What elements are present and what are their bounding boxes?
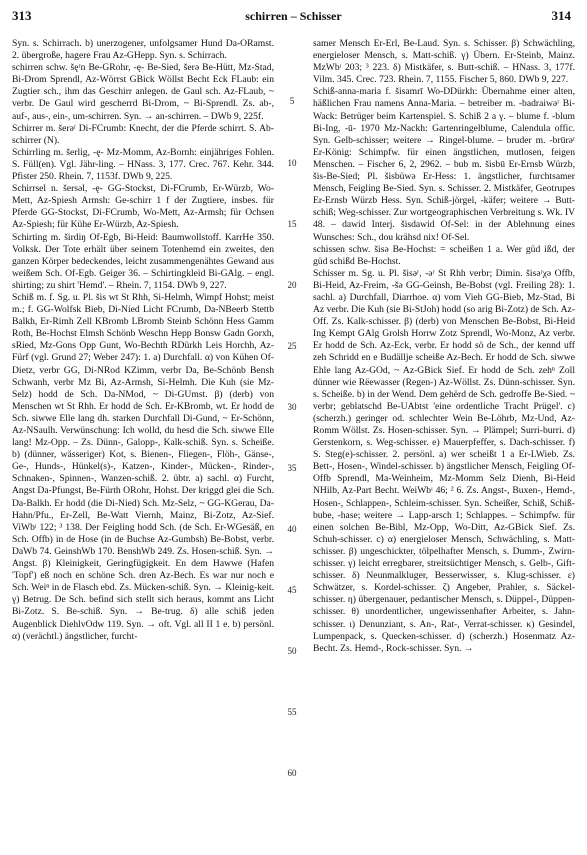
left-column xyxy=(12,38,274,850)
line-number: 10 xyxy=(287,158,297,168)
entry-paragraph: Syn. s. Schirrach. b) unerzogener, unfolgsamer Hund Da-ORamst. 2. übergroße, hagere Frau Az-GHepp. Syn. s. Schirrach. xyxy=(12,38,274,62)
entry-paragraph: Schisser m. Sg. u. Pl. šisəʳ, -əʳ St Rhh verbr; Dimin. šisəʳχə Offb, Bi-Heid, Az-Freim, -šə GG-Geinsh, Be-Bobst (vgl. Freiling 28): 1. sachl. a) Durchfall, Diarrhoe. α) vom Vieh GG-Bieb, Mz-Stad, Bi Az verbr. Die Kuh (sie Bi-StJoh) hodd (so arig Bi-Zotz) de Sch. Az-Off. Zs. Kalk-schisser. β) (derb) von Menschen Be-Bobst, Bi-Heid Ing Kempt GAlg Grolsh Horrw Zotz Sprendl, Wo-Monz, Az verbr. Er hodd de Sch. Az-Eck, verbr. Er hodd sö de Sch., der kennd uff zeh Schridd en e Budällje scheiße Az-Bech. Er hodd de Sch. siwwe Ehle lang Az-GOd, ~ Az-GBick Sief. Er hodd de Sch. zehⁿ Zoll dünner wie Rëewasser (Regen-) Az-Wöllst. Zs. Dünn-schisser. Syn. s. Scheiße. b) in der Wend. Dem gehërd de Sch. gedroffe Be-Sied. ~ verbr; geblatschd Be-UAbtst 'eine ordentliche Tracht Prügel'. c) (scherzh.) geringer od. schlechter Wein Be-Löhrb, Mz-Und, Az-Romm Wöllst. Zs. Hosen-schisser. Syn. → Plämpel; Surri-burri. d) Gerstenkorn, s. Weg-schisser. e) Mauerpfeffer, s. Dach-schisser. f) S. Steg(e)-schisser. 2. persönl. a) wer scheißt 1 a Er-LWieb. Zs. Bett-, Hosen-, Windel-schisser. b) ängstlicher Mensch, Feigling Of-Offb Sprendl, Ma-Weinheim, Mz-Momm Selz Dienh, Bi-Heid NHilb, Az-Part Becht. WeiWbᶦ 46; ² 6. Zs. Angst-, Buxen-, Hemd-, Hosen-, Schlappen-, Schleim-schisser. Syn. Scheißer, Schiß, Schiß-bube, -hase; weitere → Lapp-arsch 1; Schlappes. – Schimpfw. für einen solchen Be-Bibl, Mz-Opp, Wo-Ditt, Az-GBick Sief. Zs. Schuh-schisser. c) α) energieloser Mensch, Schwächling, s. Matt-schisser. β) ungeschickter, tölpelhafter Mensch, s. Dumm-, Zwirn-schisser. γ) leicht erregbarer, streitsüchtiger Mensch, s. Gelb-, Gift-schisser. δ) Neunmalkluger, Besserwisser, s. Klug-schisser. ε) Schwätzer, s. Kordel-schisser. ζ) Angeber, Prahler, s. Säckel-schisser. η) übergenauer, pedantischer Mensch, s. Düppel-, Düppen-schisser. θ) unordentlicher, ungewissenhafter Arbeiter, s. Jahn-schisser. ι) Denunziant, s. An-, Rat-, Verrat-schisser. κ) Gesindel, Lumpenpack, s. Quecken-schisser. d) (scherzh.) Hosenmatz Az-Becht. Zs. Hemd-, Rock-schisser. Syn. → xyxy=(313,267,575,654)
line-number: 55 xyxy=(287,707,297,717)
entry-paragraph: Schirting m. širdiŋ Of-Egb, Bi-Heid: Baumwollstoff. KarrHe 350. Volksk. Der Tote erhält über seinem Totenhemd ein zweites, den ganzen Körper bedeckendes, leicht zusammengenähtes Gewand aus weißem Sch. Of-Egb. Geiger 36. – Schirtingkleid Bi-GAlg. – engl. shirting; zu shirt 'Hemd'. – Rhein. 7, 1154. DWb 9, 227. xyxy=(12,231,274,291)
line-number: 30 xyxy=(287,402,297,412)
line-number: 35 xyxy=(287,463,297,473)
line-number: 25 xyxy=(287,341,297,351)
page-number-left: 313 xyxy=(12,8,32,23)
line-number: 60 xyxy=(287,768,297,778)
page-header xyxy=(0,6,587,26)
line-number: 40 xyxy=(287,524,297,534)
entry-paragraph: schirren schw. šęʳn Be-GRohr, -ę- Be-Sied, šerə Be-Hütt, Mz-Stad, Bi-Drom Sprendl, Az-Wörrst GBick Wöllst Becht Eck FLaub: ein Zugtier sch., ihm das Geschirr anlegen. de Gaul sch. Az-FLaub, ~ verbr. De Gaul wird gescherrd Bi-Drom, ~ Bi-Sprendl. Zs. ab-, auf-, aus-, ein-, um-schirren. Syn. → an-schirren. – DWb 9, 225f. xyxy=(12,62,274,122)
entry-paragraph: Schiß-anna-maria f. šisamrī Wo-DDürkh: Übernahme einer alten, häßlichen Frau namens Anna-Maria. – betreiber m. -badraiwəʳ Bi-Wack: Betrüger beim Kartenspiel. S. Schiß 2 a γ. – blume f. -blum Bi-Ing, -ū- 1970 Mz-Nackh: Gartenringelblume, Calendula offic. Syn. Gelb-schisser; weitere → Ringel-blume. – bruder m. -brūrəʳ Er-König: Schimpfw. für einen ängstlichen, mutlosen, feigen Menschen. – Fischer 6, 2, 2962. – bub m. šisbū Er-Ernsb Würzb, šis-Be-Sied; Pl. šisbüwə Er-Hess: 1. ängstlicher, furchtsamer Mensch, Feigling Be-Sied. Syn. s. Schisser. 2. Mistkäfer, Geotrupes Er-Ernsb Würzb Hess. Syn. Schiß-jörgel, -käfer; weitere → Butt-schiß; Weg-schisser. Zur wortgeographischen Verbreitung s. Wk. IV 48. – dawid Interj. šisdawid Of-Sel: in der Ablehnung eines Wunsches: Sch., dou krähsd nix! Of-Sel. xyxy=(313,86,575,243)
line-number: 5 xyxy=(289,96,295,106)
entry-paragraph: Schirrsel n. šersəl, -ę- GG-Stockst, Di-FCrumb, Er-Würzb, Wo-Mett, Az-Spiesh Armsh: Ge-schirr 1 f der Zugtiere, insbes. für Pferde GG-Stockst, Di-FCrumb, Wo-Mett, Az-Armsh; für Ochsen Az-Spiesh; für Kühe Er-Würzb, Az-Spiesh. xyxy=(12,183,274,231)
line-number: 45 xyxy=(287,585,297,595)
entry-paragraph: Schirrling m. šerlig, -ę- Mz-Momm, Az-Bornh: einjähriges Fohlen. S. Füll(en). Vgl. Jähr-ling. – HNass. 3, 177. Crec. 767. Kehr. 344. Pfister 250. Rhein. 7, 1153f. DWb 9, 225. xyxy=(12,146,274,183)
entry-paragraph: Schirrer m. šerəʳ Di-FCrumb: Knecht, der die Pferde schirrt. S. Ab-schirrer (N). xyxy=(12,122,274,146)
page-number-right: 314 xyxy=(551,8,571,23)
line-numbers xyxy=(281,38,303,850)
line-number: 50 xyxy=(287,646,297,656)
entry-paragraph: samer Mensch Er-Erl, Be-Laud. Syn. s. Schisser. β) Schwächling, energieloser Mensch, s. Matt-schiß. γ) Übern. Er-Steinb, Mainz. MzWbᶦ 203; ³ 223. δ) Mistkäfer, s. Butt-schiß. – HNass. 3, 177f. Vilm. 345. Crec. 723. Rhein. 7, 1155. Fischer 5, 860. DWb 9, 227. xyxy=(313,38,575,86)
line-number: 15 xyxy=(287,219,297,229)
entry-paragraph: schissen schw. šisə Be-Hochst: = scheißen 1 a. Wer güd ißd, der güd schißd Be-Hochst. xyxy=(313,243,575,267)
running-head: schirren – Schisser xyxy=(245,9,342,23)
line-number: 20 xyxy=(287,280,297,290)
right-column xyxy=(313,38,575,850)
entry-paragraph: Schiß m. f. Sg. u. Pl. šis wt St Rhh, Si-Helmh, Wimpf Hohst; meist m.; f. GG-Wolfsk Bieb, Di-Nied Licht FCrumb, Da-NBeerb Stettb Balkh, Er-Rimh Zell KBromb LBromb Steinb Schönn Hess Gamm Roth, Be-Hochst Elmsh Schönb Weschn Hepp Bonsw Gadn Gorxh, sRied, Mz-Gons Opp Gunt, Wo-Bechth RDürkh Leis Horchh, Az-Fürf (vgl. Grund 27; Weber 247): 1. a) Durchfall. α) von Kühen Of-Dietz, verbr GG, Di-NRod KZimm, verbr Da, Be-Schönb Bensh Schwanh, verbr Mz Bi, Az-Armsh, Si-Helmh. Die Kuh (sie Mz-Selz) hodd de Sch. Da-NMod, ~ Di-GUmst. β) (derb) von Menschen wt St Rhh. Er hodd de Sch. Er-KBromb, wt. Er hodd de Sch. siwwe Elle lang dh. starken Durchfall Di-Gund, ~ Er-Schönn, Az-NSaulh. Verwünschung: Ich wolld, du hesd die Sch. siwwe Elle lang! Mz-Opp. – Zs. Dünn-, Galopp-, Kalk-schiß. Syn. s. Scheiße. b) (dünner, wässeriger) Kot, s. Bienen-, Fliegen-, Flöh-, Gänse-, Ge-, Hunds-, Hünkel(s)-, Katzen-, Kinder-, Mücken-, Rinder-, Schnaken-, Spinnen-, Wanzen-schiß. 2. übtr. a) sachl. α) Furcht, Angst Da-Pfungst, Be-Fürth ORohr, Hohst. Der kriggd glei die Sch. Da-Balkh. Er hodd (die Di-Nied) Sch. Mz-Selz, ~ GG-KGerau, Da-Hahn/Pfu., Er-Zell, Be-Watt Viernh, Mainz, Bi-Zotz, Az-Sief. ViWbᶦ 122; ³ 138. Der Feigling hodd Sch. (de Sch. Er-WGesäß, en Sch. Offb) in de Hose (in de Buchse Az-Gumbsh) Be-Bobst, verbr. DaWb 74. GeinshWb 170. BenshWb 249. Zs. Hosen-schiß. Syn. → Angst. β) Kleinigkeit, Geringfügigkeit. En dem Hawwe (Hafen 'Topf') eß noch en schöne Sch. dren Az-Bech. Es war nur noch e Sch. Weiⁿ in de Flasch ebd. Zs. Mücken-schiß. Syn. → Kleinig-keit. γ) Betrug. De Sch. befind sich stellt sich heraus, kommt ans Licht Bi-Zotz. S. Be-schiß. Syn. → Be-trug. δ) alle schiß jeden Augenblick DiehlvOdw 119. Syn. → oft. Vgl. all II 1 e. b) persönl. α) (verächtl.) ängstlicher, furcht- xyxy=(12,291,274,642)
